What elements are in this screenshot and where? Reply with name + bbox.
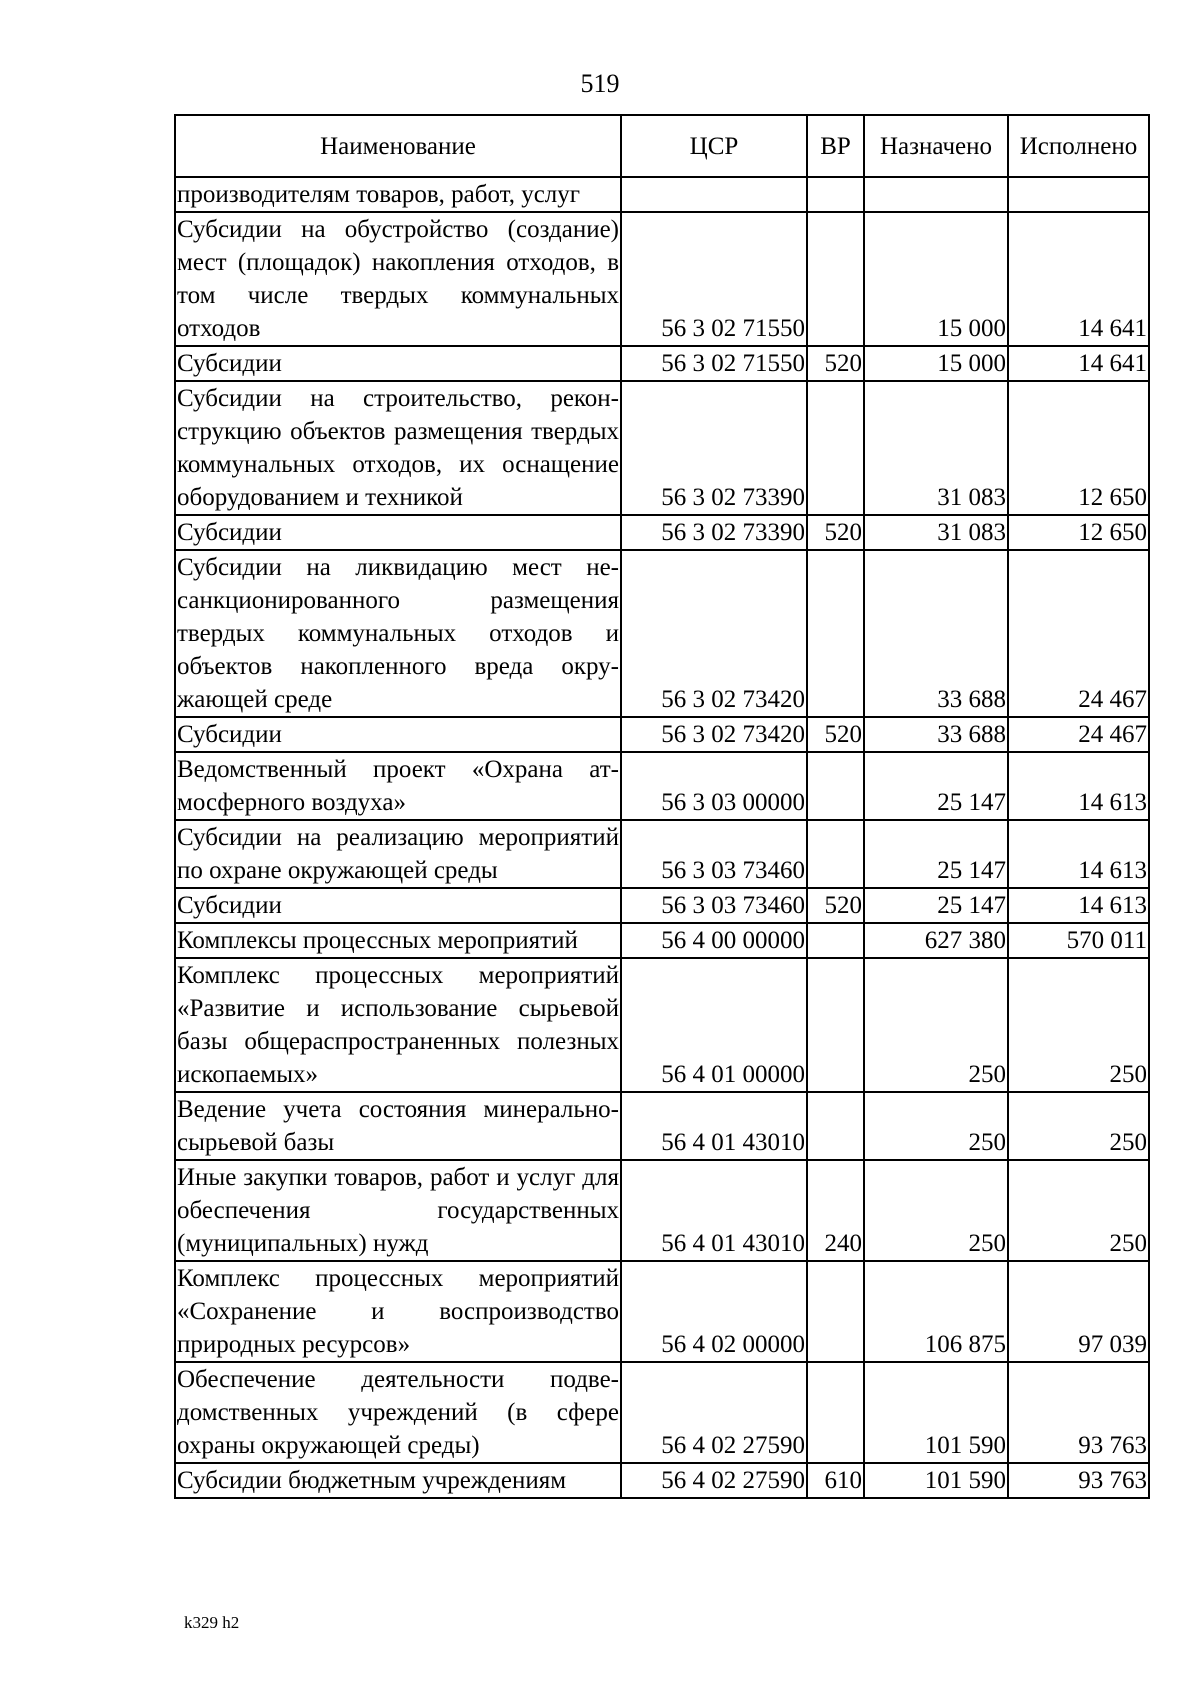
cell-name: Субсидии [175, 515, 621, 550]
budget-table [174, 114, 1150, 1499]
cell-vr: 520 [807, 717, 864, 752]
cell-assigned [864, 177, 1008, 212]
table-row [175, 1463, 1149, 1498]
table-row [175, 515, 1149, 550]
cell-executed: 93 763 [1008, 1463, 1149, 1498]
table-row [175, 752, 1149, 820]
cell-csr: 56 4 01 43010 [621, 1092, 807, 1160]
cell-csr: 56 4 01 00000 [621, 958, 807, 1092]
cell-vr: 520 [807, 888, 864, 923]
cell-vr [807, 1092, 864, 1160]
cell-executed: 14 613 [1008, 820, 1149, 888]
cell-assigned: 15 000 [864, 346, 1008, 381]
cell-assigned: 250 [864, 1160, 1008, 1261]
cell-csr: 56 3 03 73460 [621, 820, 807, 888]
cell-csr: 56 4 02 00000 [621, 1261, 807, 1362]
table-row [175, 820, 1149, 888]
cell-executed: 570 011 [1008, 923, 1149, 958]
cell-name: Субсидии на строительство, реконструкцию объектов размещения твердых коммунальных отходов, их оснащение оборудованием и техникой [175, 381, 621, 515]
cell-name: Ведомственный проект «Охрана атмосферного воздуха» [175, 752, 621, 820]
cell-vr [807, 550, 864, 717]
cell-assigned: 33 688 [864, 717, 1008, 752]
cell-vr [807, 1362, 864, 1463]
cell-executed: 14 641 [1008, 346, 1149, 381]
cell-csr: 56 3 02 73390 [621, 515, 807, 550]
table-row [175, 717, 1149, 752]
cell-name: Иные закупки товаров, работ и услуг для обеспечения государственных (муниципальных) нужд [175, 1160, 621, 1261]
cell-vr: 240 [807, 1160, 864, 1261]
header-name: Наименование [175, 115, 621, 177]
cell-executed: 93 763 [1008, 1362, 1149, 1463]
cell-executed: 250 [1008, 1160, 1149, 1261]
table-row [175, 958, 1149, 1092]
table-row [175, 212, 1149, 346]
table-row [175, 550, 1149, 717]
table-row [175, 346, 1149, 381]
header-vr: ВР [807, 115, 864, 177]
cell-assigned: 31 083 [864, 381, 1008, 515]
cell-vr [807, 923, 864, 958]
cell-csr: 56 4 02 27590 [621, 1463, 807, 1498]
cell-assigned: 101 590 [864, 1463, 1008, 1498]
cell-vr [807, 752, 864, 820]
cell-name: Комплекс процессных мероприятий «Сохранение и воспроизводство природных ресурсов» [175, 1261, 621, 1362]
cell-csr: 56 3 02 71550 [621, 346, 807, 381]
cell-assigned: 25 147 [864, 820, 1008, 888]
table-header-row [175, 115, 1149, 177]
cell-executed: 14 613 [1008, 888, 1149, 923]
cell-name: производителям товаров, работ, услуг [175, 177, 621, 212]
cell-vr [807, 958, 864, 1092]
footer-code: k329 h2 [184, 1613, 240, 1632]
cell-csr: 56 3 02 73420 [621, 717, 807, 752]
cell-assigned: 31 083 [864, 515, 1008, 550]
table-row [175, 1261, 1149, 1362]
header-executed: Исполнено [1008, 115, 1149, 177]
cell-vr [807, 212, 864, 346]
cell-assigned: 106 875 [864, 1261, 1008, 1362]
cell-executed [1008, 177, 1149, 212]
cell-vr [807, 177, 864, 212]
cell-name: Обеспечение деятельности подведомственных учреждений (в сфере охраны окружающей среды) [175, 1362, 621, 1463]
cell-assigned: 25 147 [864, 888, 1008, 923]
cell-vr: 520 [807, 515, 864, 550]
cell-executed: 14 613 [1008, 752, 1149, 820]
table-row [175, 888, 1149, 923]
table-row [175, 1092, 1149, 1160]
cell-csr [621, 177, 807, 212]
cell-name: Комплекс процессных мероприятий «Развитие и использование сырьевой базы общераспространенных полезных ископаемых» [175, 958, 621, 1092]
cell-executed: 97 039 [1008, 1261, 1149, 1362]
header-assigned: Назначено [864, 115, 1008, 177]
cell-vr [807, 381, 864, 515]
page-number: 519 [580, 69, 620, 98]
cell-name: Субсидии на ликвидацию мест несанкционированного размещения твердых коммунальных отходов и объектов накопленного вреда окружающей среде [175, 550, 621, 717]
cell-assigned: 250 [864, 958, 1008, 1092]
cell-assigned: 33 688 [864, 550, 1008, 717]
table-row [175, 1362, 1149, 1463]
cell-executed: 250 [1008, 958, 1149, 1092]
cell-csr: 56 3 02 73390 [621, 381, 807, 515]
cell-csr: 56 4 02 27590 [621, 1362, 807, 1463]
table-body [175, 177, 1149, 1498]
cell-executed: 12 650 [1008, 515, 1149, 550]
cell-assigned: 15 000 [864, 212, 1008, 346]
cell-csr: 56 4 00 00000 [621, 923, 807, 958]
cell-assigned: 101 590 [864, 1362, 1008, 1463]
cell-assigned: 25 147 [864, 752, 1008, 820]
cell-executed: 24 467 [1008, 550, 1149, 717]
cell-vr: 610 [807, 1463, 864, 1498]
cell-executed: 14 641 [1008, 212, 1149, 346]
table-row [175, 381, 1149, 515]
table-row [175, 177, 1149, 212]
cell-assigned: 250 [864, 1092, 1008, 1160]
cell-assigned: 627 380 [864, 923, 1008, 958]
cell-csr: 56 3 03 73460 [621, 888, 807, 923]
cell-executed: 12 650 [1008, 381, 1149, 515]
cell-csr: 56 3 02 71550 [621, 212, 807, 346]
cell-executed: 24 467 [1008, 717, 1149, 752]
cell-vr [807, 1261, 864, 1362]
cell-vr [807, 820, 864, 888]
cell-executed: 250 [1008, 1092, 1149, 1160]
cell-name: Ведение учета состояния минерально-сырьевой базы [175, 1092, 621, 1160]
table-row [175, 923, 1149, 958]
cell-name: Комплексы процессных мероприятий [175, 923, 621, 958]
header-csr: ЦСР [621, 115, 807, 177]
cell-csr: 56 3 03 00000 [621, 752, 807, 820]
table-row [175, 1160, 1149, 1261]
cell-csr: 56 3 02 73420 [621, 550, 807, 717]
cell-name: Субсидии бюджетным учреждениям [175, 1463, 621, 1498]
cell-name: Субсидии на обустройство (создание) мест (площадок) накопления отходов, в том числе твердых коммунальных отходов [175, 212, 621, 346]
cell-vr: 520 [807, 346, 864, 381]
cell-name: Субсидии [175, 346, 621, 381]
cell-csr: 56 4 01 43010 [621, 1160, 807, 1261]
cell-name: Субсидии на реализацию мероприятий по охране окружающей среды [175, 820, 621, 888]
cell-name: Субсидии [175, 888, 621, 923]
cell-name: Субсидии [175, 717, 621, 752]
